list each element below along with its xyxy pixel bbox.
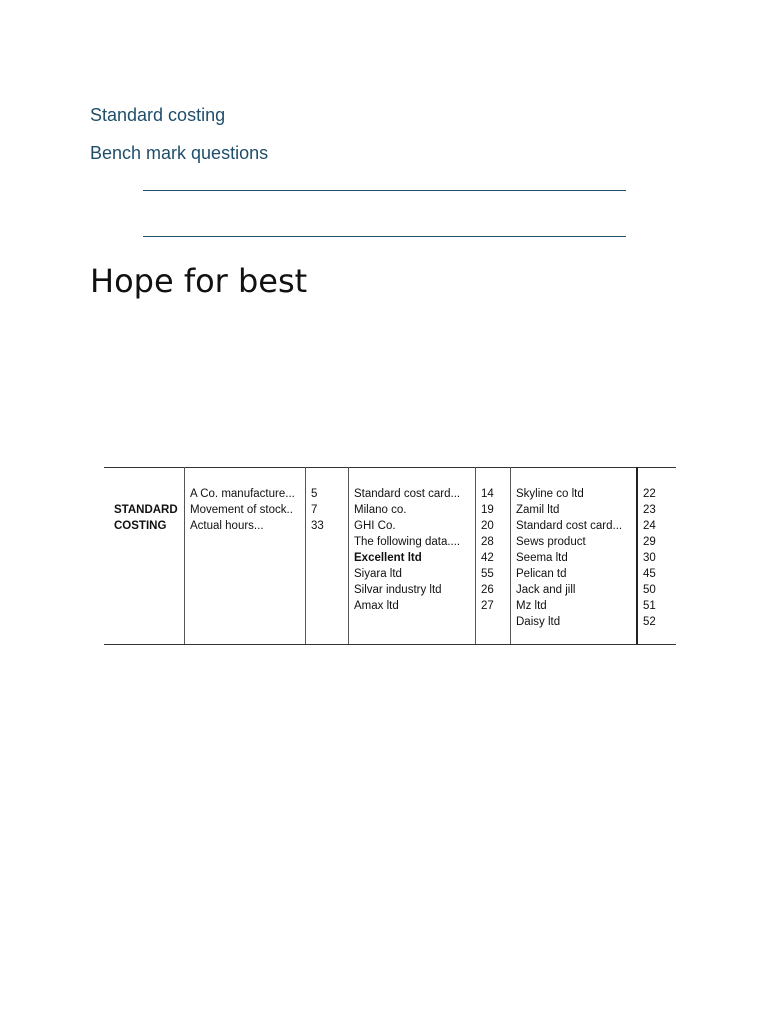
question-title: Skyline co ltd: [516, 488, 584, 500]
page-number: 19: [481, 504, 494, 516]
question-title: Silvar industry ltd: [354, 584, 442, 596]
question-title: Pelican td: [516, 568, 567, 580]
page-number: 45: [643, 568, 656, 580]
question-title: Siyara ltd: [354, 568, 402, 580]
group2-titles: [349, 467, 476, 645]
page-number: 23: [643, 504, 656, 516]
page-number: 27: [481, 600, 494, 612]
group2-pages: [476, 467, 511, 645]
document-subtitle: Bench mark questions: [90, 143, 269, 163]
question-title: The following data....: [354, 536, 461, 548]
divider-line: [143, 236, 626, 237]
page-number: 28: [481, 536, 494, 548]
topic-cell: [104, 467, 185, 645]
page-number: 22: [643, 488, 656, 500]
table-bottom-border: [104, 644, 676, 645]
question-title: Zamil ltd: [516, 504, 560, 516]
page-number: 30: [643, 552, 656, 564]
divider-line: [143, 190, 626, 191]
page-number: 24: [643, 520, 656, 532]
page-number: 55: [481, 568, 494, 580]
group3-pages: [637, 467, 676, 645]
question-title: Seema ltd: [516, 552, 568, 564]
question-index-table: [104, 467, 676, 645]
page-number: 20: [481, 520, 494, 532]
question-title: A Co. manufacture...: [190, 488, 295, 500]
question-title: Milano co.: [354, 504, 407, 516]
document-title: Standard costing: [90, 105, 226, 125]
question-title: Standard cost card...: [516, 520, 623, 532]
question-title: Movement of stock..: [190, 504, 293, 516]
page-number: 52: [643, 616, 656, 628]
group1-pages: [306, 467, 349, 645]
question-title: Mz ltd: [516, 600, 547, 612]
topic-label: STANDARD: [114, 504, 178, 516]
question-title: Standard cost card...: [354, 488, 461, 500]
page-number: 42: [481, 552, 494, 564]
page-number: 50: [643, 584, 656, 596]
page-number: 14: [481, 488, 494, 500]
question-title: Jack and jill: [516, 584, 576, 596]
topic-label: COSTING: [114, 520, 167, 532]
question-title: Daisy ltd: [516, 616, 561, 628]
group3-titles: [511, 467, 638, 645]
page-number: 29: [643, 536, 656, 548]
page-heading: Hope for best: [90, 262, 308, 300]
page-number: 51: [643, 600, 656, 612]
page-number: 33: [311, 520, 324, 532]
group1-titles: [185, 467, 306, 645]
question-title: Amax ltd: [354, 600, 399, 612]
page-number: 5: [311, 488, 318, 500]
question-title: Sews product: [516, 536, 586, 548]
page-number: 7: [311, 504, 318, 516]
question-title: GHI Co.: [354, 520, 396, 532]
page-number: 26: [481, 584, 494, 596]
question-title: Excellent ltd: [354, 552, 422, 564]
question-title: Actual hours...: [190, 520, 264, 532]
